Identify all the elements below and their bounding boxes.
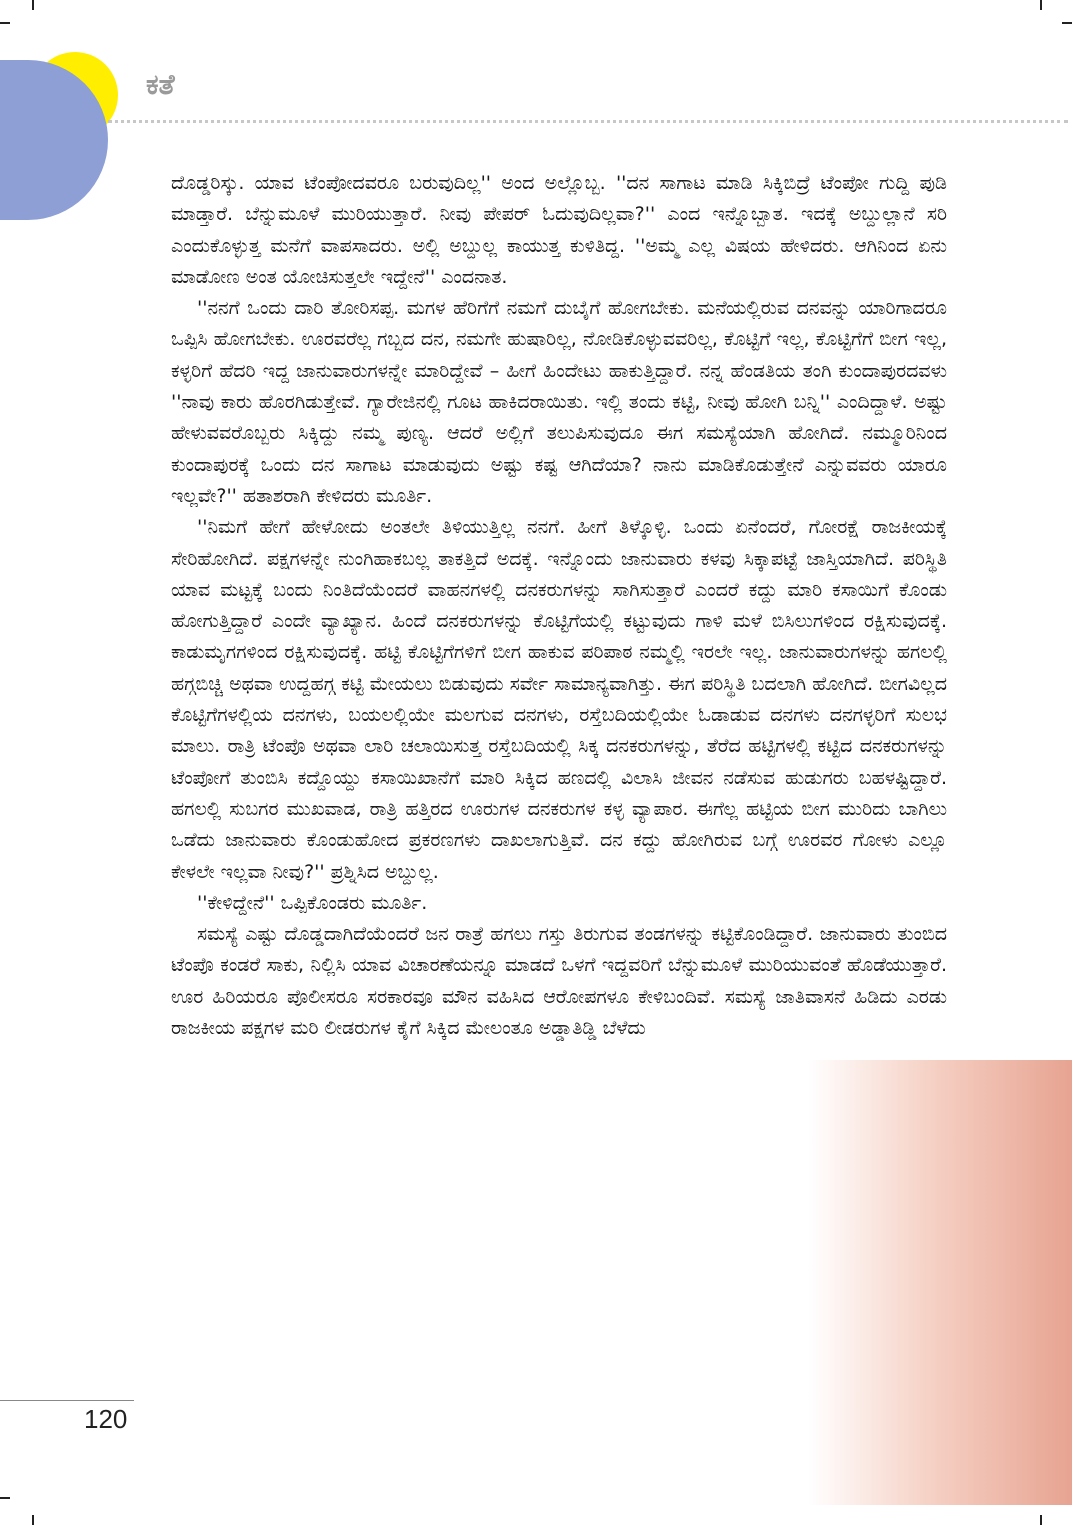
page-number: 120 [84,1404,128,1434]
crop-mark [32,0,34,10]
corner-gradient-decoration [808,1060,1072,1505]
page-number-rule [0,1400,134,1401]
story-text [171,168,947,1044]
crop-mark [1062,22,1072,24]
header-dotted-divider [108,120,1068,123]
paragraph: ''ನನಗೆ ಒಂದು ದಾರಿ ತೋರಿಸಪ್ಪ. ಮಗಳ ಹೆರಿಗೆಗೆ ನಮಗೆ ದುಬೈಗೆ ಹೋಗಬೇಕು. ಮನೆಯಲ್ಲಿರುವ ದನವನ್ನು ಯಾರಿಗಾದರೂ ಒಪ್ಪಿಸಿ ಹೋಗಬೇಕು. ಊರವರೆಲ್ಲ ಗಬ್ಬದ ದನ, ನಮಗೇ ಹುಷಾರಿಲ್ಲ, ನೋಡಿಕೊಳ್ಳುವವರಿಲ್ಲ, ಕೊಟ್ಟಿಗೆ ಇಲ್ಲ, ಕೊಟ್ಟಿಗೆಗೆ ಬೀಗ ಇಲ್ಲ, ಕಳ್ಳರಿಗೆ ಹೆದರಿ ಇದ್ದ ಜಾನುವಾರುಗಳನ್ನೇ ಮಾರಿದ್ದೇವೆ – ಹೀಗೆ ಹಿಂದೇಟು ಹಾಕುತ್ತಿದ್ದಾರೆ. ನನ್ನ ಹೆಂಡತಿಯ ತಂಗಿ ಕುಂದಾಪುರದವಳು ''ನಾವು ಕಾರು ಹೊರಗಿಡುತ್ತೇವೆ. ಗ್ಯಾರೇಜಿನಲ್ಲಿ ಗೂಟ ಹಾಕಿದರಾಯಿತು. ಇಲ್ಲಿ ತಂದು ಕಟ್ಟಿ, ನೀವು ಹೋಗಿ ಬನ್ನಿ'' ಎಂದಿದ್ದಾಳೆ. ಅಷ್ಟು ಹೇಳುವವರೊಬ್ಬರು ಸಿಕ್ಕಿದ್ದು ನಮ್ಮ ಪುಣ್ಯ. ಆದರೆ ಅಲ್ಲಿಗೆ ತಲುಪಿಸುವುದೂ ಈಗ ಸಮಸ್ಯೆಯಾಗಿ ಹೋಗಿದೆ. ನಮ್ಮೂರಿನಿಂದ ಕುಂದಾಪುರಕ್ಕೆ ಒಂದು ದನ ಸಾಗಾಟ ಮಾಡುವುದು ಅಷ್ಟು ಕಷ್ಟ ಆಗಿದೆಯಾ? ನಾನು ಮಾಡಿಕೊಡುತ್ತೇನೆ ಎನ್ನುವವರು ಯಾರೂ ಇಲ್ಲವೇ?'' ಹತಾಶರಾಗಿ ಕೇಳಿದರು ಮೂರ್ತಿ. [171,297,947,507]
section-title: ಕತೆ [146,68,175,101]
crop-mark [1040,0,1042,10]
paragraph: ದೊಡ್ಡರಿಸ್ಕು. ಯಾವ ಟೆಂಪೋದವರೂ ಬರುವುದಿಲ್ಲ'' ಅಂದ ಅಲ್ಲೊಬ್ಬ. ''ದನ ಸಾಗಾಟ ಮಾಡಿ ಸಿಕ್ಕಿಬಿದ್ರೆ ಟೆಂಪೋ ಗುದ್ದಿ ಪುಡಿ ಮಾಡ್ತಾರೆ. ಬೆನ್ನುಮೂಳೆ ಮುರಿಯುತ್ತಾರೆ. ನೀವು ಪೇಪರ್ ಓದುವುದಿಲ್ಲವಾ?'' ಎಂದ ಇನ್ನೊಬ್ಬಾತ. ಇದಕ್ಕೆ ಅಬ್ದುಲ್ಲಾನೆ ಸರಿ ಎಂದುಕೊಳ್ಳುತ್ತ ಮನೆಗೆ ವಾಪಸಾದರು. ಅಲ್ಲಿ ಅಬ್ದುಲ್ಲ ಕಾಯುತ್ತ ಕುಳಿತಿದ್ದ. ''ಅಮ್ಮ ಎಲ್ಲ ವಿಷಯ ಹೇಳಿದರು. ಆಗಿನಿಂದ ಏನು ಮಾಡೋಣ ಅಂತ ಯೋಚಿಸುತ್ತಲೇ ಇದ್ದೇನೆ'' ಎಂದನಾತ. [171,172,947,288]
crop-mark [0,1497,10,1499]
paragraph: ''ನಿಮಗೆ ಹೇಗೆ ಹೇಳೋದು ಅಂತಲೇ ತಿಳಿಯುತ್ತಿಲ್ಲ ನನಗೆ. ಹೀಗೆ ತಿಳ್ಕೊಳ್ಳಿ. ಒಂದು ಏನೆಂದರೆ, ಗೋರಕ್ಷೆ ರಾಜಕೀಯಕ್ಕೆ ಸೇರಿಹೋಗಿದೆ. ಪಕ್ಷಗಳನ್ನೇ ನುಂಗಿಹಾಕಬಲ್ಲ ತಾಕತ್ತಿದೆ ಅದಕ್ಕೆ. ಇನ್ನೊಂದು ಜಾನುವಾರು ಕಳವು ಸಿಕ್ಕಾಪಟ್ಟೆ ಜಾಸ್ತಿಯಾಗಿದೆ. ಪರಿಸ್ಥಿತಿ ಯಾವ ಮಟ್ಟಕ್ಕೆ ಬಂದು ನಿಂತಿದೆಯೆಂದರೆ ವಾಹನಗಳಲ್ಲಿ ದನಕರುಗಳನ್ನು ಸಾಗಿಸುತ್ತಾರೆ ಎಂದರೆ ಕದ್ದು ಮಾರಿ ಕಸಾಯಿಗೆ ಕೊಂಡು ಹೋಗುತ್ತಿದ್ದಾರೆ ಎಂದೇ ವ್ಯಾಖ್ಯಾನ. ಹಿಂದೆ ದನಕರುಗಳನ್ನು ಕೊಟ್ಟಿಗೆಯಲ್ಲಿ ಕಟ್ಟುವುದು ಗಾಳಿ ಮಳೆ ಬಿಸಿಲುಗಳಿಂದ ರಕ್ಷಿಸುವುದಕ್ಕೆ. ಕಾಡುಮೃಗಗಳಿಂದ ರಕ್ಷಿಸುವುದಕ್ಕೆ. ಹಟ್ಟಿ ಕೊಟ್ಟಿಗೆಗಳಿಗೆ ಬೀಗ ಹಾಕುವ ಪರಿಪಾಠ ನಮ್ಮಲ್ಲಿ ಇರಲೇ ಇಲ್ಲ. ಜಾನುವಾರುಗಳನ್ನು ಹಗಲಲ್ಲಿ ಹಗ್ಗಬಿಚ್ಚಿ ಅಥವಾ ಉದ್ದಹಗ್ಗ ಕಟ್ಟಿ ಮೇಯಲು ಬಿಡುವುದು ಸರ್ವೇ ಸಾಮಾನ್ಯವಾಗಿತ್ತು. ಈಗ ಪರಿಸ್ಥಿತಿ ಬದಲಾಗಿ ಹೋಗಿದೆ. ಬೀಗವಿಲ್ಲದ ಕೊಟ್ಟಿಗೆಗಳಲ್ಲಿಯ ದನಗಳು, ಬಯಲಲ್ಲಿಯೇ ಮಲಗುವ ದನಗಳು, ರಸ್ತೆಬದಿಯಲ್ಲಿಯೇ ಓಡಾಡುವ ದನಗಳು ದನಗಳ್ಳರಿಗೆ ಸುಲಭ ಮಾಲು. ರಾತ್ರಿ ಟೆಂಪೊ ಅಥವಾ ಲಾರಿ ಚಲಾಯಿಸುತ್ತ ರಸ್ತೆಬದಿಯಲ್ಲಿ ಸಿಕ್ಕ ದನಕರುಗಳನ್ನು, ತೆರೆದ ಹಟ್ಟಿಗಳಲ್ಲಿ ಕಟ್ಟಿದ ದನಕರುಗಳನ್ನು ಟೆಂಪೋಗೆ ತುಂಬಿಸಿ ಕದ್ದೊಯ್ದು ಕಸಾಯಿಖಾನೆಗೆ ಮಾರಿ ಸಿಕ್ಕಿದ ಹಣದಲ್ಲಿ ವಿಲಾಸಿ ಜೀವನ ನಡೆಸುವ ಹುಡುಗರು ಬಹಳಷ್ಟಿದ್ದಾರೆ. ಹಗಲಲ್ಲಿ ಸುಬಗರ ಮುಖವಾಡ, ರಾತ್ರಿ ಹತ್ತಿರದ ಊರುಗಳ ದನಕರುಗಳ ಕಳ್ಳ ವ್ಯಾಪಾರ. ಈಗೆಲ್ಲ ಹಟ್ಟಿಯ ಬೀಗ ಮುರಿದು ಬಾಗಿಲು ಒಡೆದು ಜಾನುವಾರು ಕೊಂಡುಹೋದ ಪ್ರಕರಣಗಳು ದಾಖಲಾಗುತ್ತಿವೆ. ದನ ಕದ್ದು ಹೋಗಿರುವ ಬಗ್ಗೆ ಊರವರ ಗೋಳು ಎಲ್ಲೂ ಕೇಳಲೇ ಇಲ್ಲವಾ ನೀವು?'' ಪ್ರಶ್ನಿಸಿದ ಅಬ್ದುಲ್ಲ. [171,516,947,883]
paragraph: ''ಕೇಳಿದ್ದೇನೆ'' ಒಪ್ಪಿಕೊಂಡರು ಮೂರ್ತಿ. [197,891,428,914]
paragraph: ಸಮಸ್ಯೆ ಎಷ್ಟು ದೊಡ್ಡದಾಗಿದೆಯೆಂದರೆ ಜನ ರಾತ್ರೆ ಹಗಲು ಗಸ್ತು ತಿರುಗುವ ತಂಡಗಳನ್ನು ಕಟ್ಟಿಕೊಂಡಿದ್ದಾರೆ. ಜಾನುವಾರು ತುಂಬಿದ ಟೆಂಪೊ ಕಂಡರೆ ಸಾಕು, ನಿಲ್ಲಿಸಿ ಯಾವ ವಿಚಾರಣೆಯನ್ನೂ ಮಾಡದೆ ಒಳಗೆ ಇದ್ದವರಿಗೆ ಬೆನ್ನುಮೂಳೆ ಮುರಿಯುವಂತೆ ಹೊಡೆಯುತ್ತಾರೆ. ಊರ ಹಿರಿಯರೂ ಪೊಲೀಸರೂ ಸರಕಾರವೂ ಮೌನ ವಹಿಸಿದ ಆರೋಪಗಳೂ ಕೇಳಿಬಂದಿವೆ. ಸಮಸ್ಯೆ ಜಾತಿವಾಸನೆ ಹಿಡಿದು ಎರಡು ರಾಜಕೀಯ ಪಕ್ಷಗಳ ಮರಿ ಲೀಡರುಗಳ ಕೈಗೆ ಸಿಕ್ಕಿದ ಮೇಲಂತೂ ಅಡ್ಡಾತಿಡ್ಡಿ ಬೆಳೆದು [171,923,947,1040]
crop-mark [1040,1515,1042,1525]
crop-mark [0,22,10,24]
crop-mark [32,1515,34,1525]
